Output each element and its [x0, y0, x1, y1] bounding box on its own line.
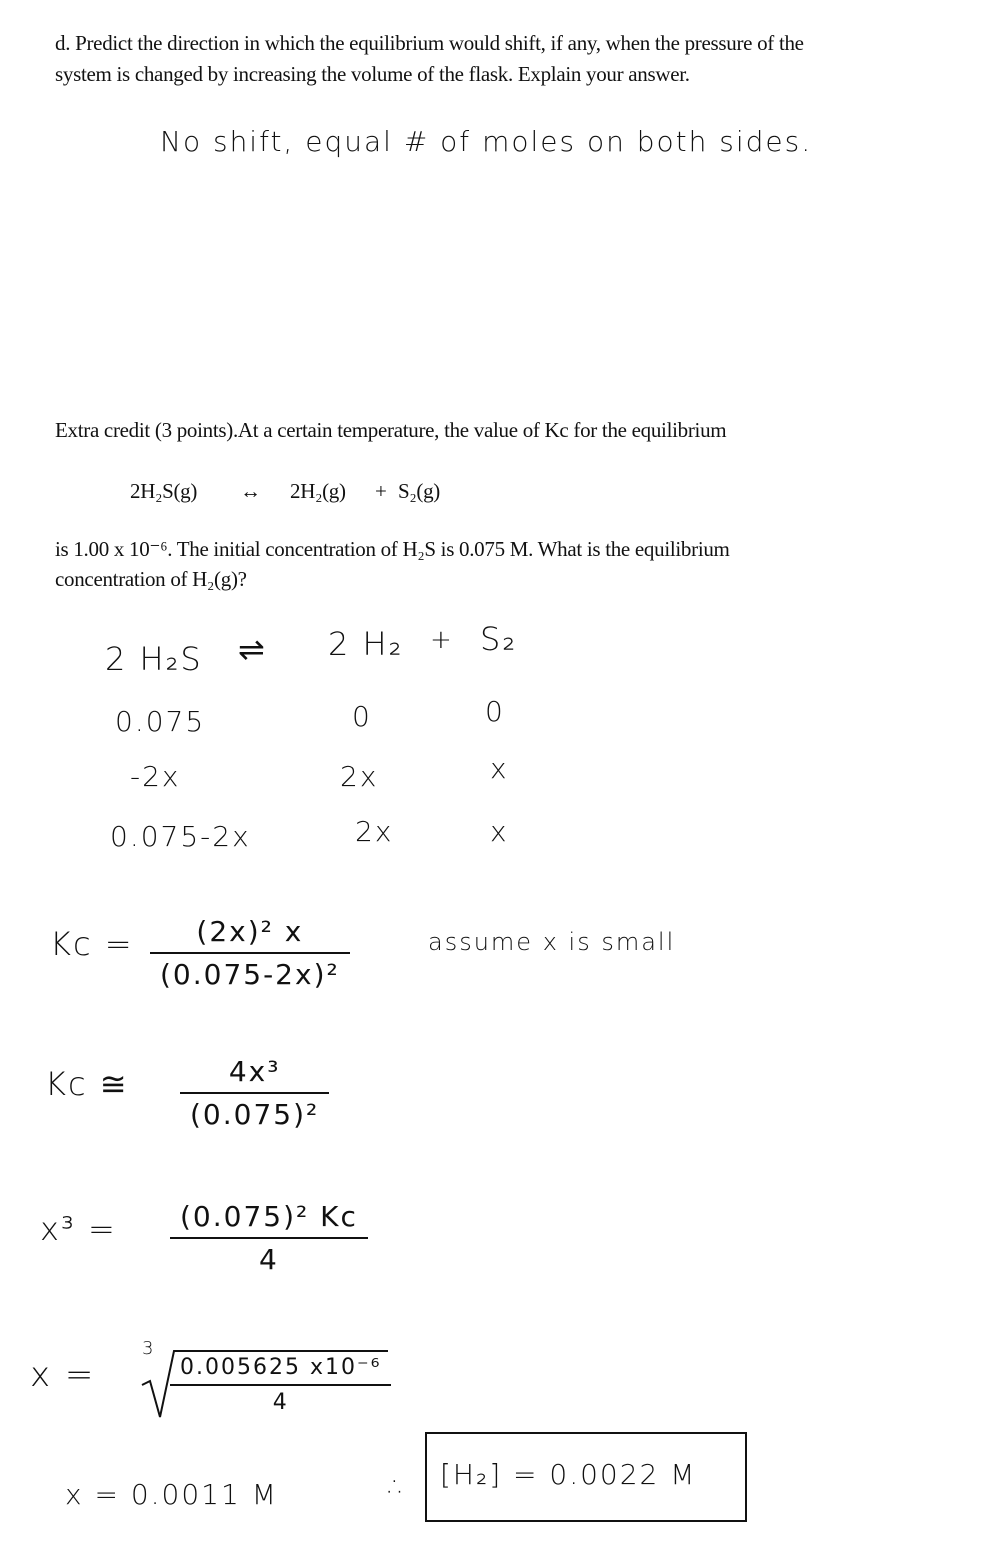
kc-denominator: (0.075-2x)²: [160, 958, 340, 991]
fraction-bar: [170, 1237, 368, 1239]
extra-credit-line4: concentration of H₂(g)?: [55, 567, 247, 591]
kc-approx-denominator: (0.075)²: [190, 1098, 320, 1131]
ice-arrow: ⇌: [238, 630, 267, 668]
kc-label: Kc =: [50, 925, 134, 963]
therefore-symbol: ∴: [388, 1470, 408, 1503]
fraction-bar: [180, 1092, 329, 1094]
ice-plus: +: [430, 625, 454, 655]
ice-equil-reactant: 0.075-2x: [110, 820, 251, 853]
ice-initial-product1: 0: [352, 700, 372, 733]
kc-approx-label: Kc ≅: [45, 1065, 129, 1103]
ice-equil-product2: x: [490, 815, 509, 848]
extra-credit-line3: is 1.00 x 10⁻⁶. The initial concentration of H₂S is 0.075 M. What is the equilibrium: [55, 537, 730, 561]
ice-initial-product2: 0: [485, 695, 505, 728]
assumption-note: assume x is small: [428, 928, 676, 956]
final-answer: [H₂] = 0.0022 M: [440, 1458, 697, 1491]
kc-approx-fraction: [180, 1055, 329, 1131]
root-fraction: [170, 1355, 391, 1415]
kc-approx-numerator: 4x³: [228, 1055, 281, 1088]
x-label: x =: [30, 1355, 96, 1395]
ice-equil-product1: 2x: [355, 815, 394, 848]
x3-fraction: [170, 1200, 368, 1276]
root-denominator: 4: [272, 1390, 289, 1415]
ice-reactant: 2 H₂S: [105, 640, 203, 678]
reaction-product2: S₂(g): [398, 479, 440, 503]
reaction-plus: +: [375, 479, 387, 503]
x-result: x = 0.0011 M: [65, 1478, 278, 1511]
extra-credit-intro: Extra credit (3 points).At a certain temperature, the value of Kc for the equilibrium: [55, 418, 727, 442]
root-numerator: 0.005625 x10⁻⁶: [180, 1355, 382, 1380]
ice-change-product2: x: [490, 752, 509, 785]
reaction-product1: 2H₂(g): [290, 479, 346, 503]
x3-numerator: (0.075)² Kc: [180, 1200, 358, 1233]
ice-product2: S₂: [480, 620, 518, 658]
root-index: 3: [142, 1338, 156, 1359]
fraction-bar: [150, 952, 350, 954]
x3-label: x³ =: [40, 1210, 117, 1248]
ice-initial-reactant: 0.075: [115, 705, 206, 738]
kc-numerator: (2x)² x: [196, 915, 304, 948]
kc-fraction: [150, 915, 350, 991]
ice-product1: 2 H₂: [328, 625, 404, 663]
reaction-arrow: ↔: [240, 479, 261, 503]
question-d-line1: d. Predict the direction in which the equilibrium would shift, if any, when the pressure of the: [55, 31, 804, 55]
fraction-bar: [170, 1384, 391, 1386]
x3-denominator: 4: [259, 1243, 279, 1276]
answer-d: No shift, equal # of moles on both sides.: [160, 125, 813, 158]
ice-change-reactant: -2x: [130, 760, 181, 793]
question-d-line2: system is changed by increasing the volume of the flask. Explain your answer.: [55, 62, 690, 86]
reaction-reactant: 2H₂S(g): [130, 479, 198, 503]
ice-change-product1: 2x: [340, 760, 379, 793]
